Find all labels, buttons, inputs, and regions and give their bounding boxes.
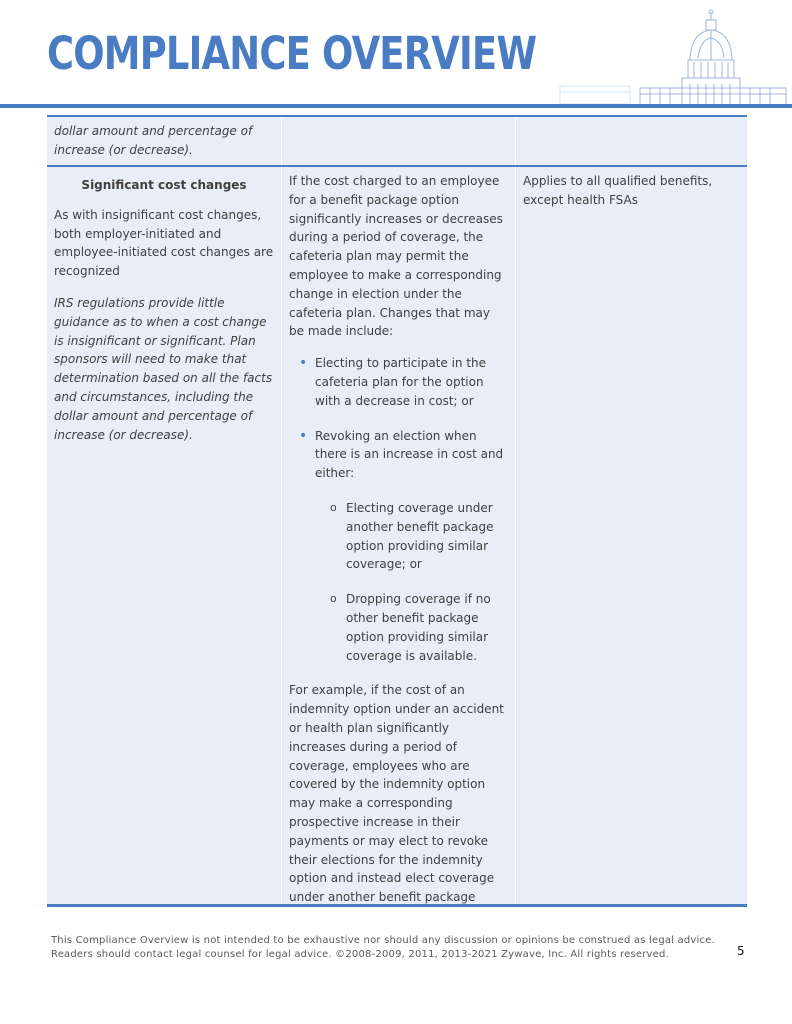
list-item — [299, 427, 508, 666]
list-item-text: Revoking an election when there is an increase in cost and either: — [315, 428, 504, 481]
header-divider — [0, 104, 792, 108]
example-text: For example, if the cost of an indemnity option under an accident or health plan significantly increases during a period of coverage, employees who are covered by the indemnity option may make a corresponding prospective increase in their payments or may elect to revoke their elections for the indemnity option and instead elect coverage under another benefit package — [289, 683, 504, 905]
table-cell: dollar amount and percentage of increase (or decrease). — [47, 117, 281, 167]
rules-table — [47, 115, 747, 907]
event-cell — [47, 167, 281, 906]
table-cell — [516, 117, 747, 167]
sub-bullet-list — [315, 499, 508, 665]
guidance-note: IRS regulations provide little guidance as to when a cost change is insignificant or significant. Plan sponsors will need to make that determination based on all the facts and circumstances, including the dollar amount and percentage of increase (or decrease). — [54, 295, 273, 442]
table-bottom-divider — [47, 904, 747, 907]
applicability-cell — [516, 167, 747, 906]
sub-list-item — [330, 499, 508, 574]
page-number: 5 — [737, 944, 745, 958]
sub-list-item-text: Electing coverage under another benefit package option providing similar coverage; or — [346, 500, 494, 572]
table-row — [47, 115, 747, 167]
table-row — [47, 165, 747, 906]
disclaimer-line: Readers should contact legal counsel for legal advice. ©2008-2009, 2011, 2013-2021 Zywave, Inc. All rights reserved. — [51, 949, 669, 960]
footer-disclaimer — [51, 934, 731, 962]
sub-list-item — [330, 590, 508, 665]
list-item — [299, 354, 508, 410]
bullet-list — [289, 354, 508, 665]
description-text: As with insignificant cost changes, both employer-initiated and employee-initiated cost changes are recognized — [54, 207, 274, 279]
rule-cell — [282, 167, 515, 906]
cell-heading: Significant cost changes — [81, 178, 247, 192]
applicability-text: Applies to all qualified benefits, except health FSAs — [523, 174, 713, 207]
sub-list-item-text: Dropping coverage if no other benefit package option providing similar coverage is available. — [346, 592, 491, 663]
rule-intro: If the cost charged to an employee for a benefit package option significantly increases or decreases during a period of coverage, the cafeteria plan may permit the employee to make a corresponding change in election under the cafeteria plan. Changes that may be made include: — [289, 174, 503, 339]
page-title: COMPLIANCE OVERVIEW — [47, 27, 537, 80]
table-cell — [282, 117, 515, 167]
capitol-building-icon — [460, 8, 792, 108]
disclaimer-line: This Compliance Overview is not intended to be exhaustive nor should any discussion or opinions be construed as legal advice. — [51, 935, 715, 946]
list-item-text: Electing to participate in the cafeteria plan for the option with a decrease in cost; or — [315, 356, 487, 408]
